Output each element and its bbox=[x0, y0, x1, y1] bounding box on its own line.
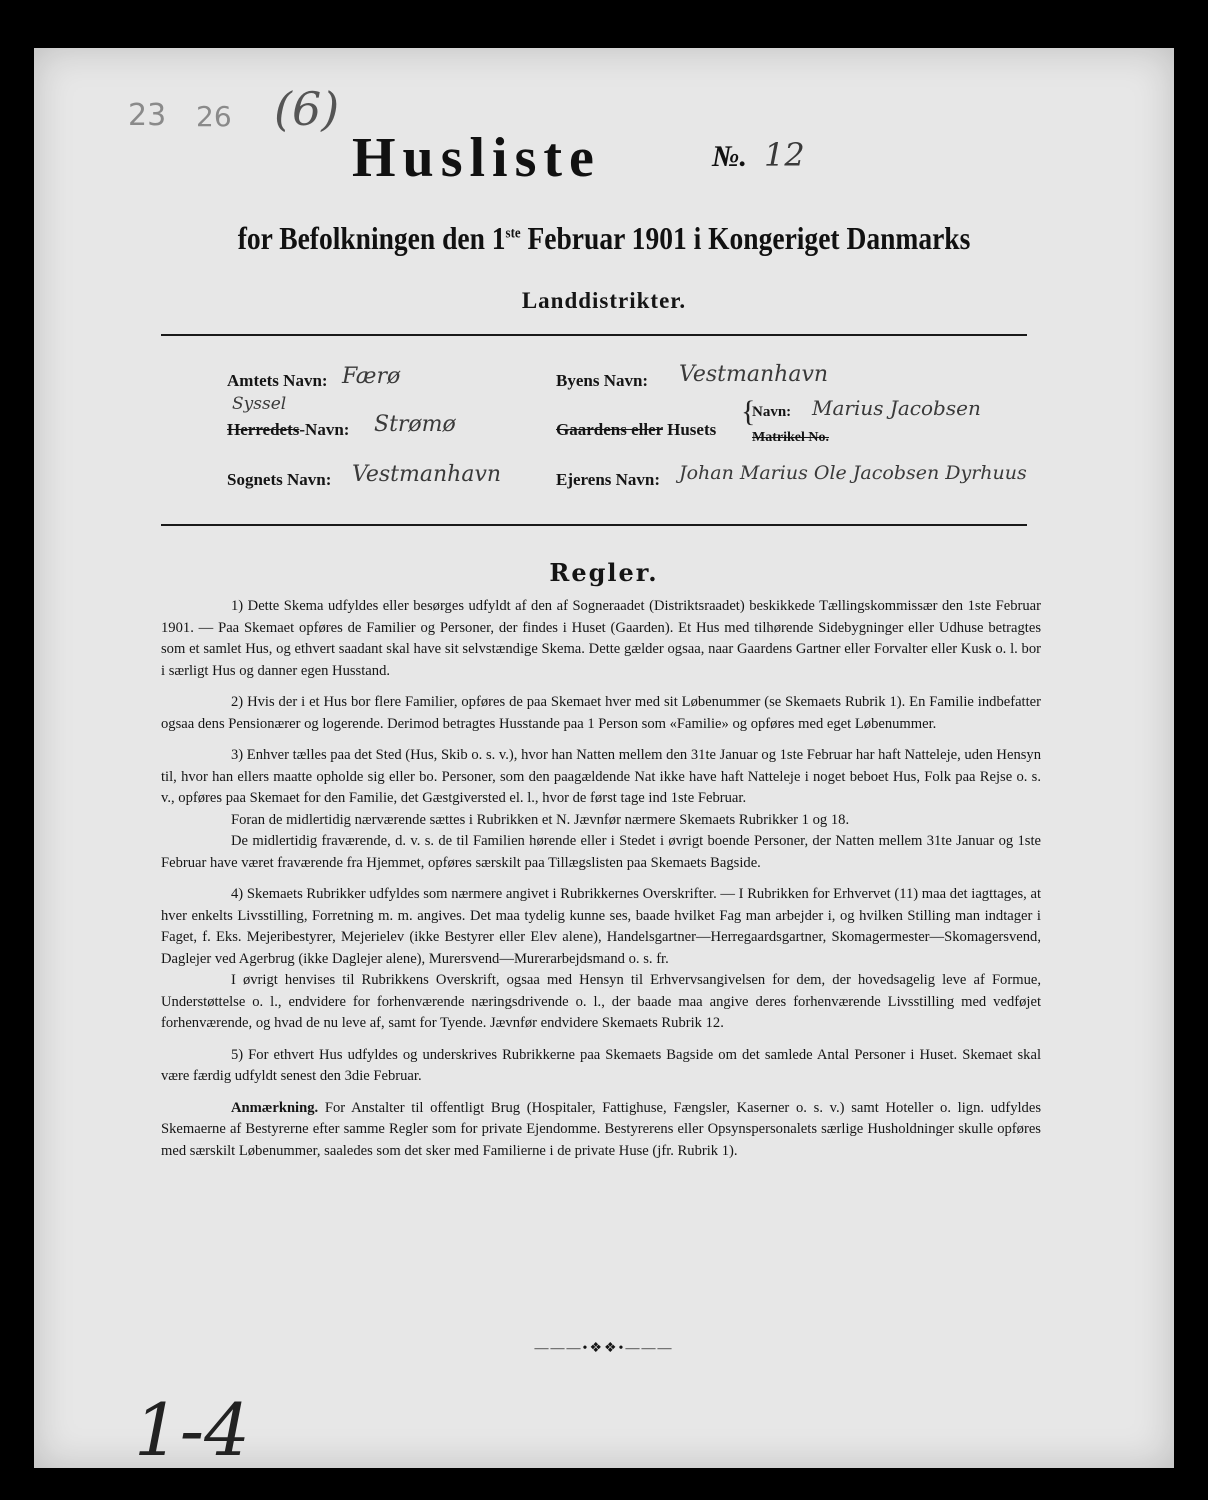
rule-4a: 4) Skemaets Rubrikker udfyldes som nærmere angivet i Rubrikkernes Overskrifter. — I Rubrikken for Erhvervet (11) maa det iagttages, at hver enkelts Livsstilling, Forretning m. m. angives. Det maa tydelig kunne ses, baade hvilket Fag man arbejder i, og hvilken Stilling man indtager i Faget, f. Eks. Mejeribestyrer, Mejerielev (ikke Bestyrer eller Elev alene), Handelsgartner—Herregaardsgartner, Skomagermester—Skomagersvend, Daglejer ved Agerbrug (ikke Daglejer alene), Murersvend—Murerarbejdsmand o. s. fr. bbox=[161, 886, 1041, 967]
pencil-mark-2: 26 bbox=[196, 100, 232, 133]
bottom-rule bbox=[161, 524, 1027, 526]
annotation-label: Anmærkning. bbox=[231, 1099, 319, 1116]
subtitle-sup: ste bbox=[505, 225, 521, 242]
rules-heading: Regler. bbox=[549, 558, 659, 587]
annotation bbox=[161, 1098, 1041, 1163]
byens-label: Byens Navn: bbox=[556, 371, 649, 390]
amt-label: Amtets Navn: bbox=[227, 371, 328, 390]
gaard-label bbox=[556, 420, 716, 440]
herred-label-rest: -Navn: bbox=[299, 420, 350, 439]
ejer-label: Ejerens Navn: bbox=[556, 470, 661, 489]
gaard-label-rest: Husets bbox=[667, 420, 717, 439]
handwritten-page-number: 1-4 bbox=[134, 1388, 250, 1472]
navn-label: Navn: bbox=[752, 404, 792, 420]
herred-label bbox=[227, 420, 349, 440]
ejer-value: Johan Marius Ole Jacobsen Dyrhuus bbox=[679, 462, 1027, 484]
rule-1: 1) Dette Skema udfyldes eller besørges udfyldt af den af Sogneraadet (Distriktsraadet) beskikkede Tællingskommissær den 1ste Februar 1901. — Paa Skemaet opføres de Familier og Personer, der findes i Huset (Gaarden). Et Hus med tilhørende Sidebygninger eller Udhuse betragtes som et samlet Hus, og ethvert saadant skal have sit selvstændige Skema. Dette gælder ogsaa, naar Gaardens Gartner eller Forvalter eller Kusk o. l. bor i særligt Hus og danner egen Husstand. bbox=[161, 598, 1041, 679]
census-sheet bbox=[34, 48, 1174, 1472]
rule-3b: Foran de midlertidig nærværende sættes i Rubrikken et N. Jævnfør nærmere Skemaets Rubrikker 1 og 18. bbox=[231, 811, 850, 828]
gaard-label-struck: Gaardens eller bbox=[556, 420, 663, 439]
subtitle bbox=[114, 220, 1094, 257]
rules-text bbox=[161, 596, 1041, 1172]
rule-5: 5) For ethvert Hus udfyldes og underskrives Rubrikkerne paa Skemaets Bagside om det samlede Antal Personer i Huset. Skemaet skal være færdig udfyldt senest den 3die Februar. bbox=[161, 1046, 1041, 1084]
ink-mark: (6) bbox=[274, 82, 340, 136]
page-title: Husliste bbox=[352, 127, 601, 189]
herred-value: Strømø bbox=[374, 412, 456, 437]
annotation-text: For Anstalter til offentligt Brug (Hospitaler, Fattighuse, Fængsler, Kaserner o. s. v.) samt Hoteller o. lign. udfyldes Skemaerne af Bestyrerne efter samme Regler som for private Ejendomme. Bestyrerens eller Opsynspersonalets særlige Husholdninger skulle opføres med særskilt Løbenummer, saaledes som det sker med Familierne i de private Huse (jfr. Rubrik 1). bbox=[161, 1099, 1041, 1159]
rule-2: 2) Hvis der i et Hus bor flere Familier, opføres de paa Skemaet hver med sit Løbenummer (se Skemaets Rubrik 1). En Familie indbefatter ogsaa dens Pensionærer og logerende. Derimod betragtes Husstande paa 1 Person som «Familie» og opføres med eget Løbenummer. bbox=[161, 694, 1041, 732]
subtitle-post: Februar 1901 i Kongeriget Danmarks bbox=[520, 220, 971, 256]
sogn-label: Sognets Navn: bbox=[227, 470, 332, 489]
rule-4b: I øvrigt henvises til Rubrikkens Overskrift, ogsaa med Hensyn til Erhvervsangivelsen for dem, der hovedsagelig leve af Formue, Understøttelse o. l., endvidere for forhenværende næringsdrivende o. l., der baade maa angive deres forhenværende Livsstilling med vedføjet forhenværende, og hvad de nu leve af, samt for Tyende. Jævnfør endvidere Skemaets Rubrik 12. bbox=[161, 972, 1041, 1031]
district-heading: Landdistrikter. bbox=[521, 288, 687, 313]
ornament-divider: ———•❖❖•——— bbox=[534, 1341, 674, 1356]
sogn-value: Vestmanhavn bbox=[352, 462, 502, 487]
subtitle-pre: for Befolkningen den 1 bbox=[237, 220, 506, 256]
rule-3c: De midlertidig fraværende, d. v. s. de til Familien hørende eller i Stedet i øvrigt boende Personer, der Natten mellem 31te Januar og 1ste Februar have været fraværende fra Hjemmet, opføres særskilt paa Tillægslisten paa Skemaets Bagside. bbox=[161, 833, 1041, 871]
number-label: №. bbox=[712, 140, 747, 173]
herred-label-struck: Herredets bbox=[227, 420, 300, 439]
amt-value: Færø bbox=[342, 364, 401, 389]
list-number: 12 bbox=[764, 136, 805, 174]
herred-correction: Syssel bbox=[232, 394, 287, 414]
pencil-mark-1: 23 bbox=[128, 98, 167, 133]
matrikel-label: Matrikel No. bbox=[752, 430, 829, 445]
brace: { bbox=[741, 395, 756, 428]
top-rule bbox=[161, 334, 1027, 336]
navn-value: Marius Jacobsen bbox=[812, 396, 981, 420]
byens-value: Vestmanhavn bbox=[679, 362, 829, 387]
rule-3a: 3) Enhver tælles paa det Sted (Hus, Skib o. s. v.), hvor han Natten mellem den 31te Januar og 1ste Februar har haft Natteleje, uden Hensyn til, hvor han ellers maatte opholde sig eller bo. Personer, som den paagældende Nat ikke have haft Natteleje i noget beboet Hus, Folk paa Rejse o. s. v., opføres paa Skemaet for den Familie, det Gæstgiversted el. l., hvor de først tage ind 1ste Februar. bbox=[161, 747, 1042, 806]
